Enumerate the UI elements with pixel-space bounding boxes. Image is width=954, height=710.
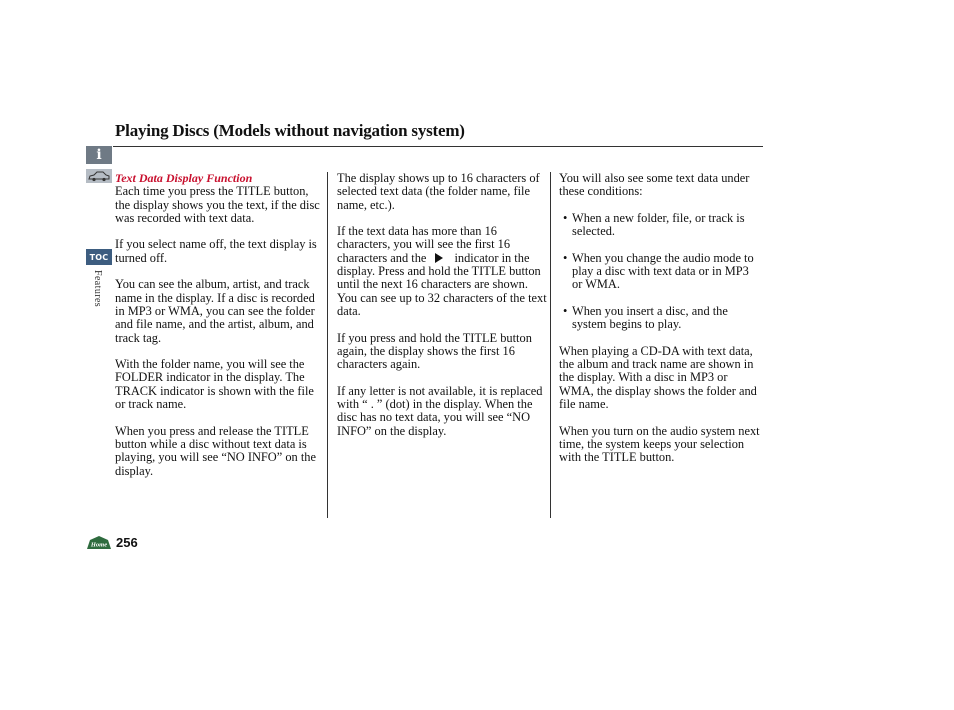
play-indicator-icon	[435, 253, 443, 263]
home-label: Home	[90, 541, 108, 549]
list-item-text: When you insert a disc, and the system begins to play.	[572, 303, 728, 332]
bullet: •	[563, 303, 568, 318]
list-item	[559, 212, 762, 239]
paragraph: Each time you press the TITLE button, the display shows you the text, if the disc was recorded with text data.	[115, 184, 320, 225]
car-icon	[87, 170, 111, 182]
section-label: Features	[92, 270, 103, 308]
paragraph: If any letter is not available, it is replaced with “ . ” (dot) in the display. When the disc has no text data, you will see “NO INFO” on the display.	[337, 383, 543, 438]
info-icon: i	[96, 147, 102, 163]
paragraph: If you press and hold the TITLE button again, the display shows the first 16 characters again.	[337, 330, 532, 372]
paragraph: You will also see some text data under these conditions:	[559, 171, 750, 199]
paragraph-text: If the text data has more than 16 characters, you will see the first 16 characters and the	[337, 224, 511, 265]
paragraph	[337, 225, 547, 318]
paragraph: When playing a CD-DA with text data, the album and track name are shown in the display. With a disc in MP3 or WMA, the display shows the folder and file name.	[559, 343, 757, 412]
home-icon	[86, 535, 112, 550]
info-button[interactable]	[86, 146, 112, 164]
bullet: •	[563, 210, 568, 225]
paragraph: The display shows up to 16 characters of selected text data (the folder name, file name, etc.).	[337, 171, 540, 212]
list-item-text: When a new folder, file, or track is selected.	[572, 210, 745, 239]
car-button[interactable]	[86, 169, 112, 183]
title-rule	[113, 146, 763, 147]
condition-list	[559, 212, 762, 332]
paragraph: You can see the album, artist, and track name in the display. If a disc is recorded in MP3 or WMA, you can see the folder and file name, and the artist, album, and track tag.	[115, 277, 315, 345]
paragraph: With the folder name, you will see the FOLDER indicator in the display. The TRACK indicator is shown with the file or track name.	[115, 357, 314, 412]
column-2	[337, 172, 547, 451]
home-button[interactable]	[86, 535, 112, 550]
paragraph: When you turn on the audio system next time, the system keeps your selection with the TITLE button.	[559, 423, 760, 465]
paragraph: If you select name off, the text display is turned off.	[115, 237, 317, 265]
bullet: •	[563, 250, 568, 265]
column-divider	[327, 172, 328, 518]
list-item	[559, 252, 762, 292]
column-divider	[550, 172, 551, 518]
list-item-text: When you change the audio mode to play a disc with text data or in MP3 or WMA.	[572, 250, 754, 292]
page-number: 256	[116, 535, 138, 550]
toc-label: TOC	[89, 252, 109, 262]
page-title: Playing Discs (Models without navigation system)	[115, 121, 465, 140]
paragraph: When you press and release the TITLE button while a disc without text data is playing, you will see “NO INFO” on the display.	[115, 423, 316, 478]
subheading: Text Data Display Function	[115, 171, 253, 185]
toc-button[interactable]	[86, 249, 112, 265]
list-item	[559, 305, 762, 332]
column-1	[115, 172, 321, 491]
column-3	[559, 172, 762, 478]
paragraph-text: indicator in the display. Press and hold the TITLE button until the next 16 characters are shown. You can see up to 32 characters of the text data.	[337, 250, 547, 318]
